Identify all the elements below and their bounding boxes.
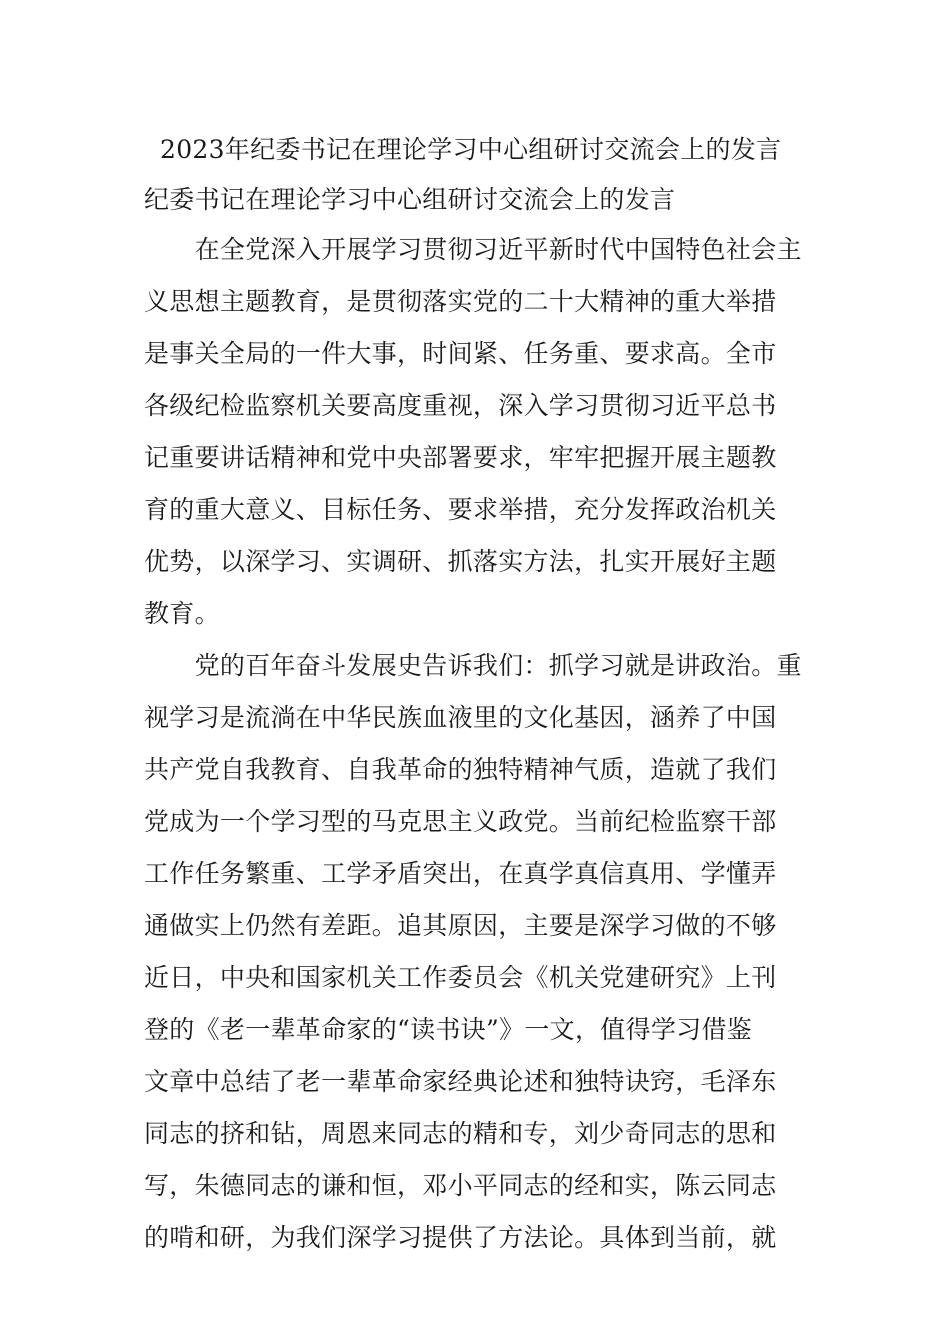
paragraph-line: 工作任务繁重、工学矛盾突出，在真学真信真用、学懂弄 bbox=[144, 859, 777, 888]
paragraph-line: 优势，以深学习、实调研、抓落实方法，扎实开展好主题 bbox=[144, 547, 777, 576]
paragraph-line: 同志的挤和钻，周恩来同志的精和专，刘少奇同志的思和 bbox=[144, 1119, 777, 1148]
paragraph-line: 写，朱德同志的谦和恒，邓小平同志的经和实，陈云同志 bbox=[144, 1171, 777, 1200]
paragraph-line: 教育。 bbox=[144, 599, 220, 628]
document-title: 2023年纪委书记在理论学习中心组研讨交流会上的发言 bbox=[160, 135, 782, 164]
paragraph-line: 是事关全局的一件大事，时间紧、任务重、要求高。全市 bbox=[144, 339, 777, 368]
paragraph-line: 在全党深入开展学习贯彻习近平新时代中国特色社会主 bbox=[144, 235, 802, 264]
paragraph-line: 近日，中央和国家机关工作委员会《机关党建研究》上刊 bbox=[144, 963, 777, 992]
paragraph-line: 记重要讲话精神和党中央部署要求，牢牢把握开展主题教 bbox=[144, 443, 777, 472]
paragraph-line: 的啃和研，为我们深学习提供了方法论。具体到当前，就 bbox=[144, 1223, 777, 1252]
paragraph-line: 义思想主题教育，是贯彻落实党的二十大精神的重大举措 bbox=[144, 287, 777, 316]
paragraph-line: 党的百年奋斗发展史告诉我们：抓学习就是讲政治。重 bbox=[144, 651, 802, 680]
paragraph-line: 登的《老一辈革命家的“读书诀”》一文，值得学习借鉴 bbox=[144, 1015, 753, 1044]
paragraph-line: 通做实上仍然有差距。追其原因，主要是深学习做的不够 bbox=[144, 911, 777, 940]
paragraph-line: 党成为一个学习型的马克思主义政党。当前纪检监察干部 bbox=[144, 807, 777, 836]
paragraph-line: 各级纪检监察机关要高度重视，深入学习贯彻习近平总书 bbox=[144, 391, 777, 420]
document-subtitle: 纪委书记在理论学习中心组研讨交流会上的发言 bbox=[144, 185, 676, 214]
paragraph-line: 文章中总结了老一辈革命家经典论述和独特诀窍，毛泽东 bbox=[144, 1067, 777, 1096]
paragraph-line: 育的重大意义、目标任务、要求举措，充分发挥政治机关 bbox=[144, 495, 777, 524]
paragraph-line: 共产党自我教育、自我革命的独特精神气质，造就了我们 bbox=[144, 755, 777, 784]
paragraph-line: 视学习是流淌在中华民族血液里的文化基因，涵养了中国 bbox=[144, 703, 777, 732]
